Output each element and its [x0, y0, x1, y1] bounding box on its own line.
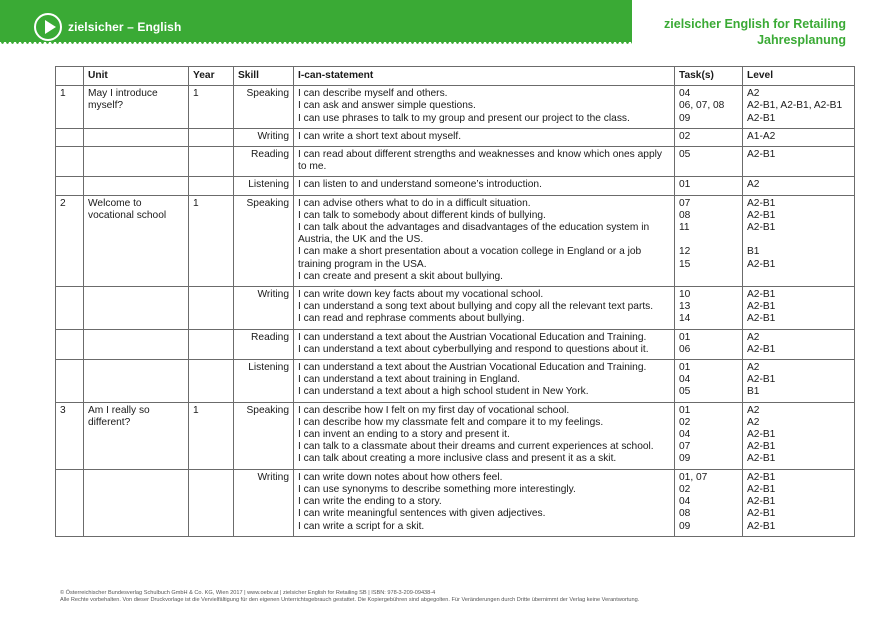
level-line: A2-B1: [747, 441, 776, 453]
tasks-cell: [675, 86, 743, 129]
row-number-cell: 2: [56, 195, 84, 286]
task-line: 11: [679, 222, 690, 234]
table-header-row: [56, 67, 855, 86]
year-cell: [189, 469, 234, 536]
column-header-level: Level: [743, 67, 855, 86]
statement-cell: [294, 402, 675, 469]
task-line: 09: [679, 453, 691, 465]
level-line: A2: [747, 404, 760, 416]
document-title-line1: zielsicher English for Retailing: [664, 17, 846, 31]
statement-line: I can advise others what to do in a difficult situation.: [298, 197, 531, 209]
statement-line: I can write the ending to a story.: [298, 496, 442, 508]
level-line: A2: [747, 416, 760, 428]
statement-line: I can use synonyms to describe something more interestingly.: [298, 483, 576, 495]
row-number-cell: 3: [56, 402, 84, 469]
level-cell: [743, 177, 855, 195]
column-header-skill: Skill: [234, 67, 294, 86]
skill-cell: Speaking: [234, 195, 294, 286]
level-line: A2-B1: [747, 149, 776, 161]
year-cell: 1: [189, 86, 234, 129]
unit-cell: [84, 177, 189, 195]
level-line: A2-B1: [747, 471, 776, 483]
table-row: [56, 195, 855, 286]
statement-cell: [294, 86, 675, 129]
unit-cell: [84, 469, 189, 536]
column-header-unit: Unit: [84, 67, 189, 86]
statement-line: I can write down notes about how others feel.: [298, 471, 503, 483]
play-icon: [34, 13, 62, 41]
table-row: [56, 86, 855, 129]
task-line: 01: [679, 404, 691, 416]
row-number-cell: [56, 287, 84, 330]
table-body: [56, 86, 855, 537]
task-line: 09: [679, 520, 691, 532]
table-row: [56, 402, 855, 469]
level-line: A2-B1: [747, 209, 776, 221]
level-cell: [743, 128, 855, 146]
skill-cell: Reading: [234, 329, 294, 359]
document-title-line2: Jahresplanung: [757, 33, 846, 47]
task-line: 04: [679, 374, 691, 386]
level-cell: [743, 147, 855, 177]
statement-line: I can read and rephrase comments about bullying.: [298, 313, 525, 325]
statement-line: I can talk to somebody about different kinds of bullying.: [298, 209, 546, 221]
level-line: A2-B1: [747, 301, 776, 313]
task-line: 14: [679, 313, 691, 325]
level-line: B1: [747, 246, 760, 258]
task-line: 09: [679, 112, 691, 124]
column-header-number: [56, 67, 84, 86]
skill-cell: Writing: [234, 469, 294, 536]
row-number-cell: [56, 360, 84, 403]
banner-dotted-edge: [0, 40, 632, 46]
statement-line: I can write down key facts about my vocational school.: [298, 289, 544, 301]
statement-line: I can write a script for a skit.: [298, 520, 425, 532]
table-row: [56, 128, 855, 146]
statement-line: I can write meaningful sentences with given adjectives.: [298, 508, 546, 520]
statement-cell: [294, 329, 675, 359]
year-cell: [189, 147, 234, 177]
level-line: A2: [747, 88, 760, 100]
column-header-statement: I-can-statement: [294, 67, 675, 86]
column-header-tasks: Task(s): [675, 67, 743, 86]
task-line: 01: [679, 179, 691, 191]
task-line: 04: [679, 496, 691, 508]
table-row: [56, 287, 855, 330]
level-line: A2-B1: [747, 289, 776, 301]
column-header-year: Year: [189, 67, 234, 86]
task-line: 08: [679, 508, 691, 520]
year-cell: [189, 177, 234, 195]
unit-cell: [84, 147, 189, 177]
task-line: 04: [679, 429, 691, 441]
task-line: 07: [679, 197, 691, 209]
statement-line: I can listen to and understand someone’s introduction.: [298, 179, 542, 191]
row-number-cell: [56, 329, 84, 359]
task-line: 05: [679, 386, 691, 398]
year-cell: 1: [189, 402, 234, 469]
task-line: 04: [679, 88, 691, 100]
level-line: A2-B1: [747, 520, 776, 532]
row-number-cell: [56, 147, 84, 177]
level-cell: [743, 402, 855, 469]
task-line: 06: [679, 343, 691, 355]
statement-line: I can talk to a classmate about their dreams and current experiences at school.: [298, 441, 654, 453]
unit-cell: [84, 128, 189, 146]
header-banner: [0, 0, 632, 42]
skill-cell: Listening: [234, 360, 294, 403]
unit-cell: May I introduce myself?: [84, 86, 189, 129]
tasks-cell: [675, 195, 743, 286]
year-plan-table: [55, 66, 855, 537]
skill-cell: Speaking: [234, 86, 294, 129]
skill-cell: Writing: [234, 287, 294, 330]
table-row: [56, 177, 855, 195]
year-cell: [189, 360, 234, 403]
task-line: 01: [679, 362, 691, 374]
level-cell: [743, 469, 855, 536]
statement-line: I can read about different strengths and weaknesses and know which ones apply to me.: [298, 149, 662, 173]
statement-line: I can use phrases to talk to my group and present our project to the class.: [298, 112, 630, 124]
task-line: 07: [679, 441, 691, 453]
unit-cell: [84, 360, 189, 403]
statement-cell: [294, 128, 675, 146]
unit-cell: Am I really so different?: [84, 402, 189, 469]
statement-line: I can understand a text about the Austrian Vocational Education and Training.: [298, 362, 647, 374]
statement-line: I can talk about creating a more inclusive class and present it as a skit.: [298, 453, 617, 465]
level-line: A2: [747, 179, 760, 191]
statement-cell: [294, 469, 675, 536]
tasks-cell: [675, 128, 743, 146]
task-line: 01, 07: [679, 471, 708, 483]
skill-cell: Reading: [234, 147, 294, 177]
tasks-cell: [675, 360, 743, 403]
skill-cell: Writing: [234, 128, 294, 146]
level-line: A2-B1: [747, 258, 776, 270]
tasks-cell: [675, 402, 743, 469]
statement-line: I can create and present a skit about bullying.: [298, 270, 504, 282]
brand-name: zielsicher – English: [68, 20, 182, 34]
task-line: 01: [679, 331, 691, 343]
task-line: 15: [679, 258, 691, 270]
statement-line: I can understand a text about the Austrian Vocational Education and Training.: [298, 331, 647, 343]
tasks-cell: [675, 177, 743, 195]
level-line: A2-B1: [747, 374, 776, 386]
unit-cell: [84, 287, 189, 330]
statement-line: I can describe how I felt on my first day of vocational school.: [298, 404, 570, 416]
tasks-cell: [675, 147, 743, 177]
statement-line: I can invent an ending to a story and present it.: [298, 429, 510, 441]
statement-line: I can understand a text about training in England.: [298, 374, 521, 386]
statement-cell: [294, 195, 675, 286]
level-line: A2-B1: [747, 343, 776, 355]
level-line: A2: [747, 331, 760, 343]
skill-cell: Listening: [234, 177, 294, 195]
task-line: 06, 07, 08: [679, 100, 725, 112]
row-number-cell: [56, 177, 84, 195]
task-line: 02: [679, 416, 691, 428]
tasks-cell: [675, 287, 743, 330]
level-line: A2-B1: [747, 453, 776, 465]
task-line: 02: [679, 130, 691, 142]
statement-line: I can make a short presentation about a vocation college in England or a job training program in the USA.: [298, 246, 642, 270]
tasks-cell: [675, 469, 743, 536]
year-cell: 1: [189, 195, 234, 286]
task-line: 02: [679, 483, 691, 495]
level-line: A2: [747, 362, 760, 374]
level-cell: [743, 287, 855, 330]
unit-cell: [84, 329, 189, 359]
level-line: A2-B1, A2-B1, A2-B1: [747, 100, 843, 112]
level-cell: [743, 329, 855, 359]
level-line: A2-B1: [747, 112, 776, 124]
year-cell: [189, 287, 234, 330]
statement-line: I can talk about the advantages and disadvantages of the education system in Austria, the UK and the US.: [298, 222, 650, 246]
table-row: [56, 469, 855, 536]
table-row: [56, 360, 855, 403]
level-line: B1: [747, 386, 760, 398]
statement-line: I can describe myself and others.: [298, 88, 448, 100]
level-line: A1-A2: [747, 130, 776, 142]
year-cell: [189, 329, 234, 359]
statement-cell: [294, 287, 675, 330]
level-line: [747, 234, 850, 246]
tasks-cell: [675, 329, 743, 359]
statement-line: I can understand a text about a high school student in New York.: [298, 386, 589, 398]
level-line: A2-B1: [747, 222, 776, 234]
statement-cell: [294, 147, 675, 177]
footer-line-1: © Österreichischer Bundesverlag Schulbuch GmbH & Co. KG, Wien 2017 | www.oebv.at | zielsicher English for Retailing SB | ISBN: 978-3-209-09438-4: [60, 590, 436, 596]
footer-line-2: Alle Rechte vorbehalten. Von dieser Druckvorlage ist die Vervielfältigung für den eigenen Unterrichtsgebrauch gestattet. Die Kopiergebühren sind abgegolten. Für Veränderungen durch Dritte übernimmt der Verlag keine Verantwortung.: [60, 597, 640, 603]
statement-cell: [294, 177, 675, 195]
table-row: [56, 329, 855, 359]
year-cell: [189, 128, 234, 146]
level-line: A2-B1: [747, 496, 776, 508]
task-line: 13: [679, 301, 691, 313]
statement-line: I can write a short text about myself.: [298, 130, 462, 142]
level-cell: [743, 195, 855, 286]
row-number-cell: [56, 469, 84, 536]
level-line: A2-B1: [747, 483, 776, 495]
level-line: A2-B1: [747, 429, 776, 441]
statement-line: I can understand a song text about bullying and copy all the relevant text parts.: [298, 301, 654, 313]
statement-line: I can understand a text about cyberbullying and respond to questions about it.: [298, 343, 649, 355]
skill-cell: Speaking: [234, 402, 294, 469]
unit-cell: Welcome to vocational school: [84, 195, 189, 286]
level-line: A2-B1: [747, 508, 776, 520]
row-number-cell: [56, 128, 84, 146]
level-cell: [743, 86, 855, 129]
task-line: 05: [679, 149, 691, 161]
task-line: 08: [679, 209, 691, 221]
task-line: 10: [679, 289, 691, 301]
document-title: [664, 16, 846, 48]
task-line: [679, 234, 738, 246]
task-line: 12: [679, 246, 691, 258]
statement-line: I can ask and answer simple questions.: [298, 100, 476, 112]
row-number-cell: 1: [56, 86, 84, 129]
table-row: [56, 147, 855, 177]
level-cell: [743, 360, 855, 403]
statement-cell: [294, 360, 675, 403]
level-line: A2-B1: [747, 313, 776, 325]
statement-line: I can describe how my classmate felt and compare it to my feelings.: [298, 416, 604, 428]
copyright-footer: [60, 590, 639, 604]
level-line: A2-B1: [747, 197, 776, 209]
